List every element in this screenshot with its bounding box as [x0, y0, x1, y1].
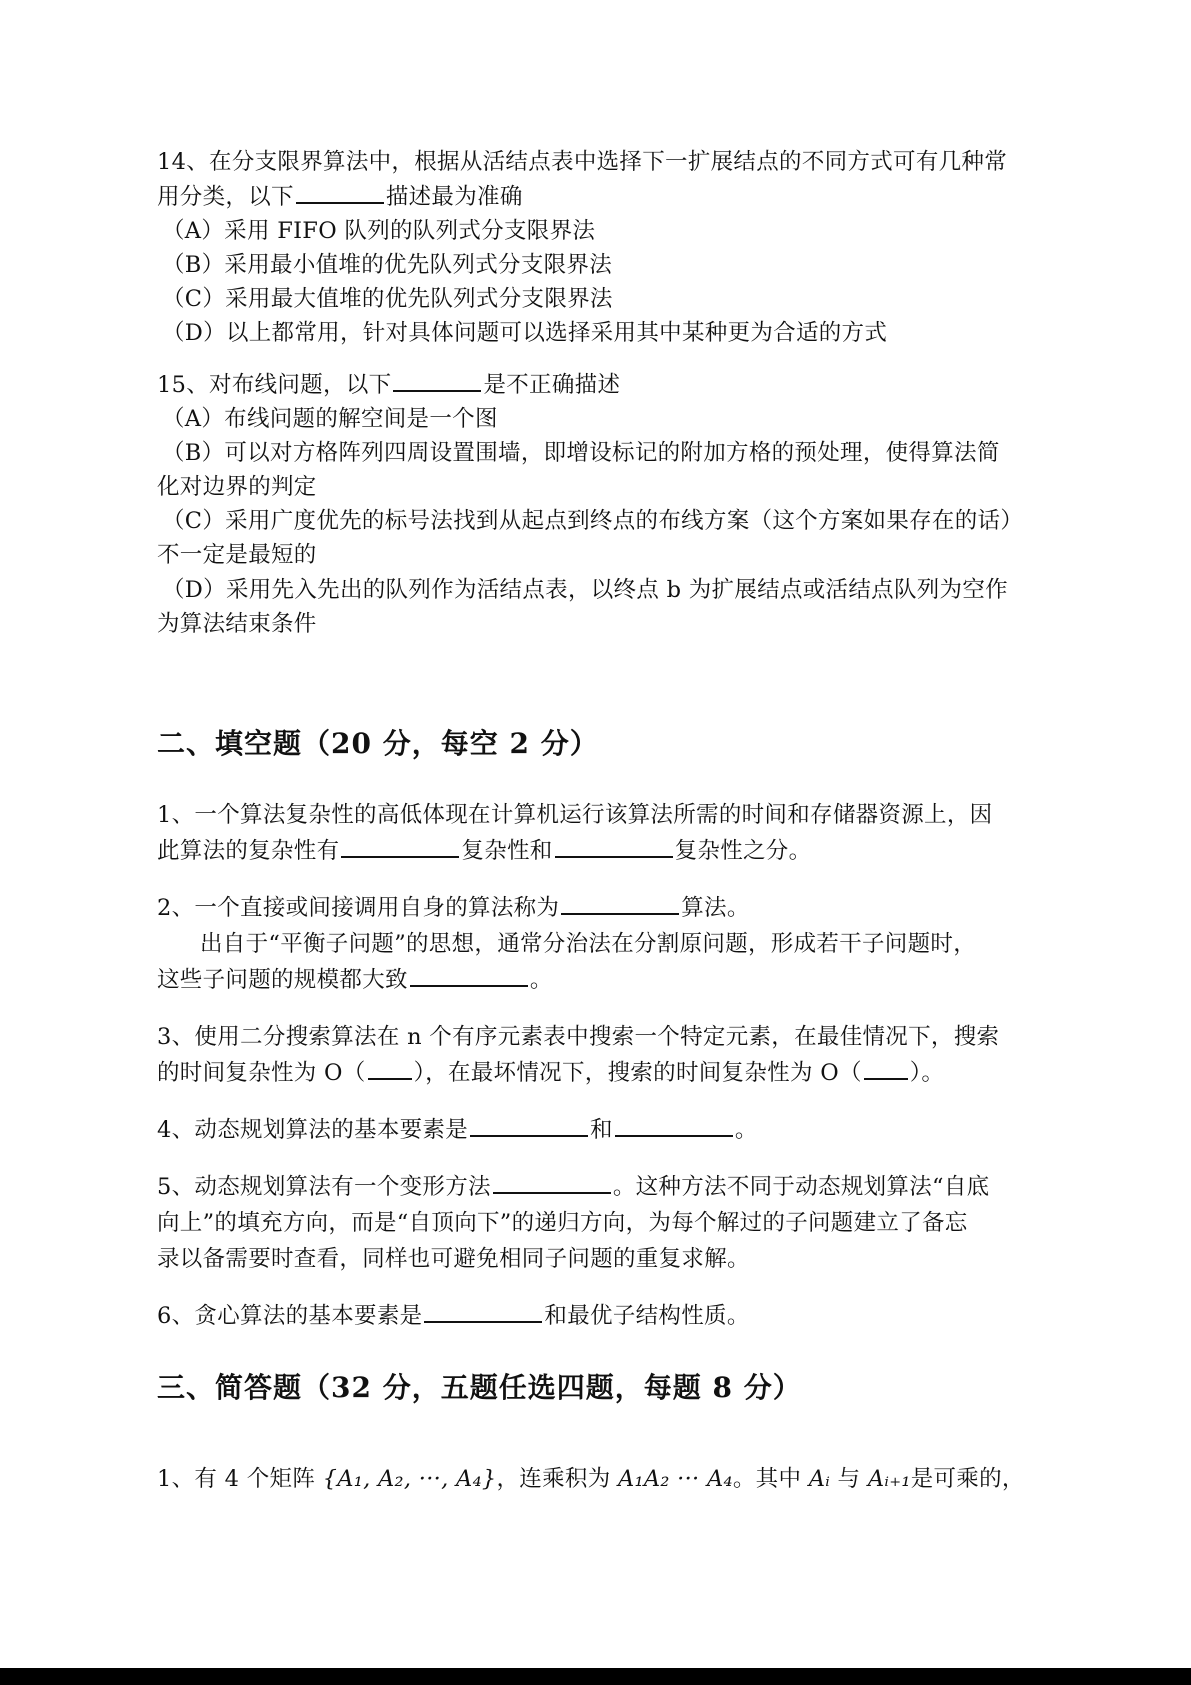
short1-text-e: 是可乘的，: [910, 1466, 1025, 1492]
q15-option-c-line2: 不一定是最短的: [157, 542, 317, 568]
fill5-text-pre: 5、动态规划算法有一个变形方法: [157, 1174, 491, 1200]
fill4-text-pre: 4、动态规划算法的基本要素是: [157, 1117, 469, 1143]
q15-option-d-line2: 为算法结束条件: [157, 611, 317, 637]
fill1-text-b: 复杂性和: [461, 838, 553, 864]
matrix-set: {A₁, A₂, ···, A₄}: [322, 1466, 497, 1492]
fill3-line2: [157, 1058, 944, 1088]
section2-heading: 二、填空题（20 分，每空 2 分）: [157, 727, 599, 760]
fill1-text-c: 复杂性之分。: [674, 838, 812, 864]
answer-blank: [864, 1058, 908, 1080]
fill6-line: [157, 1301, 750, 1331]
short1-text-a: 1、有 4 个矩阵: [157, 1466, 316, 1492]
section3-heading: 三、简答题（32 分，五题任选四题，每题 8 分）: [157, 1371, 802, 1404]
q14-line2-post: 描述最为准确: [385, 184, 523, 210]
fill5-text-post: 。这种方法不同于动态规划算法“自底: [612, 1174, 990, 1200]
answer-blank: [493, 1172, 611, 1194]
fill2-line3-post: 。: [529, 967, 553, 993]
q14-option-c: （C）采用最大值堆的优先队列式分支限界法: [162, 286, 613, 312]
answer-blank: [561, 893, 679, 915]
q14-option-d: （D）以上都常用，针对具体问题可以选择采用其中某种更为合适的方式: [162, 320, 888, 346]
fill4-text-post: 。: [734, 1117, 758, 1143]
answer-blank: [424, 1301, 542, 1323]
scan-bottom-border: [0, 1668, 1191, 1685]
short1-text-c: 。其中: [732, 1466, 802, 1492]
q15-line1: [157, 370, 620, 400]
q15-line1-post: 是不正确描述: [483, 372, 621, 398]
q14-line2: [157, 182, 523, 212]
q15-option-b-line1: （B）可以对方格阵列四周设置围墙，即增设标记的附加方格的预处理，使得算法简: [162, 440, 1000, 466]
fill1-text-a: 此算法的复杂性有: [157, 838, 340, 864]
answer-blank: [615, 1115, 733, 1137]
fill5-line2: 向上”的填充方向，而是“自顶向下”的递归方向，为每个解过的子问题建立了备忘: [157, 1210, 968, 1236]
q15-option-b-line2: 化对边界的判定: [157, 474, 317, 500]
q15-option-c-line1: （C）采用广度优先的标号法找到从起点到终点的布线方案（这个方案如果存在的话）: [162, 508, 1024, 534]
q14-option-b: （B）采用最小值堆的优先队列式分支限界法: [162, 252, 613, 278]
q14-line1: 14、在分支限界算法中，根据从活结点表中选择下一扩展结点的不同方式可有几种常: [157, 149, 1008, 175]
short1-text-b: ，连乘积为: [496, 1466, 611, 1492]
fill3-text-b: ），在最坏情况下，搜索的时间复杂性为 O（: [413, 1060, 862, 1086]
answer-blank: [296, 182, 384, 204]
fill6-text-post: 和最优子结构性质。: [544, 1303, 750, 1329]
fill5-line3: 录以备需要时查看，同样也可避免相同子问题的重复求解。: [157, 1246, 750, 1272]
fill3-text-a: 的时间复杂性为 O（: [157, 1060, 366, 1086]
fill2-text-post: 算法。: [681, 895, 750, 921]
fill5-line1: [157, 1172, 989, 1202]
matrix-ai-plus-1: Aᵢ₊₁: [867, 1466, 911, 1492]
answer-blank: [470, 1115, 588, 1137]
fill3-text-c: ）。: [909, 1060, 945, 1086]
q15-option-a: （A）布线问题的解空间是一个图: [162, 406, 498, 432]
fill1-line2: [157, 836, 811, 866]
short1-text-d: 与: [837, 1466, 861, 1492]
answer-blank: [410, 965, 528, 987]
fill2-line3: [157, 965, 553, 995]
fill4-line: [157, 1115, 758, 1145]
matrix-ai: Aᵢ: [808, 1466, 831, 1492]
answer-blank: [368, 1058, 412, 1080]
fill2-text-pre: 2、一个直接或间接调用自身的算法称为: [157, 895, 560, 921]
fill3-line1: 3、使用二分搜索算法在 n 个有序元素表中搜索一个特定元素，在最佳情况下，搜索: [157, 1024, 1000, 1050]
answer-blank: [341, 836, 459, 858]
answer-blank: [555, 836, 673, 858]
fill2-line2: 出自于“平衡子问题”的思想，通常分治法在分割原问题，形成若干子问题时，: [200, 931, 977, 957]
q14-option-a: （A）采用 FIFO 队列的队列式分支限界法: [162, 218, 596, 244]
fill6-text-pre: 6、贪心算法的基本要素是: [157, 1303, 423, 1329]
answer-blank: [393, 370, 481, 392]
q14-line2-pre: 用分类，以下: [157, 184, 294, 210]
fill2-line1: [157, 893, 750, 923]
fill4-text-mid: 和: [590, 1117, 613, 1143]
fill2-line3-pre: 这些子问题的规模都大致: [157, 967, 408, 993]
short1-line1: [157, 1464, 1025, 1494]
q15-option-d-line1: （D）采用先入先出的队列作为活结点表，以终点 b 为扩展结点或活结点队列为空作: [162, 577, 1008, 603]
matrix-product: A₁A₂ ··· A₄: [617, 1466, 733, 1492]
q15-line1-pre: 15、对布线问题，以下: [157, 372, 392, 398]
fill1-line1: 1、一个算法复杂性的高低体现在计算机运行该算法所需的时间和存储器资源上，因: [157, 802, 993, 828]
